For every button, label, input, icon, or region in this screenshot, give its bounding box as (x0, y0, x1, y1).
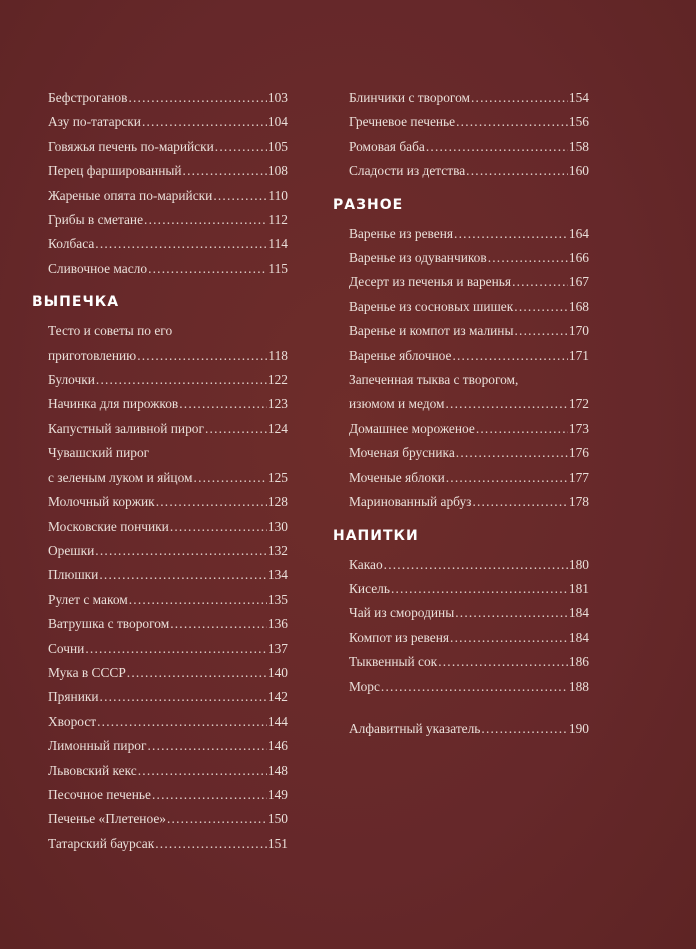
toc-entry (349, 675, 589, 699)
toc-entry-page: 167 (568, 274, 589, 290)
toc-entry (349, 717, 589, 741)
toc-entry (349, 295, 589, 319)
toc-entry-page: 158 (568, 138, 589, 154)
toc-entry-page: 125 (267, 469, 288, 485)
dot-leader (446, 392, 568, 416)
dot-leader (148, 257, 267, 281)
toc-entry-row (48, 135, 288, 159)
dot-leader (95, 539, 267, 563)
dot-leader (512, 270, 568, 294)
dot-leader (454, 222, 568, 246)
dot-leader (476, 417, 568, 441)
toc-entry-row (48, 637, 288, 661)
toc-entry-row (48, 232, 288, 256)
dot-leader (456, 110, 568, 134)
toc-entry (349, 601, 589, 625)
toc-entry (349, 368, 589, 417)
dot-leader (142, 110, 267, 134)
toc-entry-row (48, 466, 288, 490)
toc-entry (48, 417, 288, 441)
toc-entry (48, 612, 288, 636)
toc-entry (48, 832, 288, 856)
toc-entry-row (48, 344, 288, 368)
toc-entry-page: 110 (268, 187, 288, 203)
dot-leader (456, 441, 568, 465)
toc-entry-row (48, 759, 288, 783)
toc-entry (349, 577, 589, 601)
toc-entry-title: Морс (349, 678, 380, 694)
toc-entry-page: 142 (267, 689, 288, 705)
dot-leader (514, 295, 568, 319)
toc-entry (48, 208, 288, 232)
toc-entry-row (349, 344, 589, 368)
dot-leader (438, 650, 568, 674)
toc-entry-title: Песочное печенье (48, 786, 151, 802)
toc-entry-row (349, 319, 589, 343)
toc-entry-page: 149 (267, 786, 288, 802)
toc-list (48, 319, 288, 856)
toc-entry (48, 392, 288, 416)
toc-entry-page: 115 (268, 260, 288, 276)
toc-entry-row (349, 717, 589, 741)
toc-entry-title: Варенье и компот из малины (349, 323, 514, 339)
toc-entry-title: Кисель (349, 580, 390, 596)
toc-entry-row (349, 392, 589, 416)
toc-entry-page: 104 (267, 114, 288, 130)
toc-entry-page: 188 (568, 678, 589, 694)
dot-leader (138, 759, 267, 783)
toc-entry-page: 128 (267, 494, 288, 510)
toc-entry-title: Рулет с маком (48, 591, 128, 607)
toc-entry-title: Тыквенный сок (349, 654, 438, 670)
toc-entry-title: Жареные опята по-марийски (48, 187, 213, 203)
toc-entry-row (349, 270, 589, 294)
toc-entry (349, 650, 589, 674)
toc-entry-title: Компот из ревеня (349, 629, 450, 645)
toc-entry-row (349, 650, 589, 674)
dot-leader (455, 601, 568, 625)
dot-leader (471, 86, 568, 110)
toc-entry-page: 123 (267, 396, 288, 412)
toc-entry-title: Какао (349, 556, 383, 572)
toc-entry-page: 146 (267, 738, 288, 754)
dot-leader (213, 184, 267, 208)
dot-leader (450, 626, 568, 650)
toc-entry (48, 110, 288, 134)
toc-entry-row (48, 539, 288, 563)
toc-entry-page: 171 (568, 347, 589, 363)
toc-entry-title: Булочки (48, 372, 95, 388)
toc-entry (48, 184, 288, 208)
toc-entry-row (349, 466, 589, 490)
toc-entry-page: 151 (267, 835, 288, 851)
toc-entry-row (48, 563, 288, 587)
toc-entry-page: 156 (568, 114, 589, 130)
toc-entry-row (48, 807, 288, 831)
toc-entry-title: Мука в СССР (48, 664, 126, 680)
toc-entry-title: Алфавитный указатель (349, 720, 481, 736)
toc-entry-title: Десерт из печенья и варенья (349, 274, 512, 290)
toc-entry-row (48, 110, 288, 134)
toc-entry-page: 114 (268, 236, 288, 252)
toc-entry (349, 466, 589, 490)
toc-entry-title: Домашнее мороженое (349, 420, 475, 436)
toc-entry-page: 140 (267, 664, 288, 680)
toc-entry (349, 417, 589, 441)
toc-entry-title-line: Запеченная тыква с творогом, (349, 372, 519, 388)
toc-entry (48, 368, 288, 392)
toc-entry-page: 137 (267, 640, 288, 656)
toc-entry (48, 807, 288, 831)
toc-entry-title: Пряники (48, 689, 99, 705)
toc-entry-title: Молочный коржик (48, 494, 155, 510)
toc-entry-title-line: Чувашский пирог (48, 445, 150, 461)
toc-entry-row (48, 661, 288, 685)
toc-entry-page: 134 (267, 567, 288, 583)
toc-entry-row (48, 612, 288, 636)
toc-entry-title: Маринованный арбуз (349, 494, 472, 510)
toc-entry-row (48, 685, 288, 709)
toc-entry (48, 588, 288, 612)
toc-entry (349, 86, 589, 110)
toc-entry-row (349, 295, 589, 319)
toc-entry-row (349, 222, 589, 246)
toc-entry-row (349, 601, 589, 625)
dot-leader (137, 344, 267, 368)
toc-entry-row (349, 490, 589, 514)
toc-entry-page: 136 (267, 616, 288, 632)
toc-left-column (32, 86, 288, 856)
dot-leader (96, 368, 267, 392)
dot-leader (100, 685, 267, 709)
dot-leader (170, 612, 267, 636)
dot-leader (129, 588, 267, 612)
section-heading-drinks: НАПИТКИ (333, 527, 419, 544)
dot-leader (381, 675, 568, 699)
dot-leader (446, 466, 568, 490)
toc-entry (349, 135, 589, 159)
toc-entry-row (48, 734, 288, 758)
dot-leader (95, 232, 267, 256)
toc-entry-title: Львовский кекс (48, 762, 137, 778)
toc-entry-page: 190 (568, 720, 589, 736)
toc-entry-page: 168 (568, 298, 589, 314)
toc-entry-page: 184 (568, 629, 589, 645)
toc-entry-page: 166 (568, 250, 589, 266)
toc-entry (48, 539, 288, 563)
toc-entry-page: 144 (267, 713, 288, 729)
toc-entry-row (48, 783, 288, 807)
toc-entry-row (349, 159, 589, 183)
toc-entry-row (48, 588, 288, 612)
toc-entry (48, 319, 288, 368)
toc-entry (349, 441, 589, 465)
toc-entry-row (349, 86, 589, 110)
toc-entry-title: Варенье из ревеня (349, 225, 454, 241)
toc-entry-title: Печенье «Плетеное» (48, 811, 166, 827)
dot-leader (128, 86, 266, 110)
toc-entry (48, 783, 288, 807)
dot-leader (384, 553, 568, 577)
toc-entry-title: Татарский баурсак (48, 835, 155, 851)
toc-entry-title: Ватрушка с творогом (48, 616, 170, 632)
dot-leader (152, 783, 267, 807)
toc-entry-row (48, 710, 288, 734)
toc-entry-row (48, 417, 288, 441)
toc-entry-page: 124 (267, 420, 288, 436)
dot-leader (147, 734, 266, 758)
toc-entry (48, 135, 288, 159)
section-heading-baking: ВЫПЕЧКА (32, 294, 120, 311)
toc-list (349, 553, 589, 699)
toc-entry-page: 173 (568, 420, 589, 436)
toc-entry (48, 734, 288, 758)
toc-entry (349, 222, 589, 246)
toc-entry (349, 344, 589, 368)
toc-entry-row (48, 515, 288, 539)
toc-entry-title: Ромовая баба (349, 138, 425, 154)
toc-entry-page: 135 (267, 591, 288, 607)
toc-entry (48, 159, 288, 183)
toc-entry-row (48, 392, 288, 416)
toc-entry-title: Колбаса (48, 236, 95, 252)
toc-entry-page: 122 (267, 372, 288, 388)
toc-entry-title: Перец фаршированный (48, 163, 182, 179)
dot-leader (170, 515, 267, 539)
toc-entry-title: Моченая брусника (349, 445, 455, 461)
toc-entry-row (48, 257, 288, 281)
toc-entry-page: 186 (568, 654, 589, 670)
toc-entry-page: 160 (568, 163, 589, 179)
toc-entry-row (349, 110, 589, 134)
toc-entry-page: 164 (568, 225, 589, 241)
toc-entry-row (349, 675, 589, 699)
toc-entry-page: 105 (267, 138, 288, 154)
toc-entry-row (48, 184, 288, 208)
toc-entry-page: 172 (568, 396, 589, 412)
section-heading-misc: РАЗНОЕ (333, 196, 404, 213)
toc-entry-page: 150 (267, 811, 288, 827)
dot-leader (167, 807, 267, 831)
toc-entry-title: Сливочное масло (48, 260, 148, 276)
toc-entry (48, 710, 288, 734)
toc-entry-page: 132 (267, 542, 288, 558)
toc-entry-page: 178 (568, 494, 589, 510)
dot-leader (99, 563, 267, 587)
toc-entry-page: 184 (568, 605, 589, 621)
toc-entry-title: Моченые яблоки (349, 469, 445, 485)
toc-entry-page: 180 (568, 556, 589, 572)
toc-entry-page: 118 (268, 347, 288, 363)
toc-entry (48, 637, 288, 661)
toc-entry-row (349, 553, 589, 577)
dot-leader (426, 135, 568, 159)
toc-entry (349, 553, 589, 577)
toc-entry-title: Лимонный пирог (48, 738, 147, 754)
toc-entry-page: 108 (267, 163, 288, 179)
toc-entry-row (48, 86, 288, 110)
toc-entry-page: 148 (267, 762, 288, 778)
toc-entry-title: Московские пончики (48, 518, 169, 534)
toc-entry (349, 110, 589, 134)
toc-entry-title: Варенье из одуванчиков (349, 250, 487, 266)
toc-entry-title: Говяжья печень по-марийски (48, 138, 214, 154)
toc-entry-row (48, 368, 288, 392)
toc-entry-row (349, 135, 589, 159)
toc-entry (349, 246, 589, 270)
dot-leader (156, 490, 267, 514)
toc-entry-page: 103 (267, 90, 288, 105)
toc-entry-page: 154 (568, 90, 589, 105)
toc-entry-title: Хворост (48, 713, 97, 729)
toc-entry-title: Блинчики с творогом (349, 90, 470, 105)
toc-entry (48, 685, 288, 709)
dot-leader (144, 208, 267, 232)
dot-leader (97, 710, 267, 734)
toc-entry-row (349, 246, 589, 270)
toc-entry (48, 759, 288, 783)
toc-entry-title: Варенье из сосновых шишек (349, 298, 514, 314)
toc-list (349, 86, 589, 184)
toc-entry-title-line: Тесто и советы по его (48, 323, 173, 339)
toc-entry-row (349, 626, 589, 650)
toc-entry-row (48, 490, 288, 514)
dot-leader (183, 159, 267, 183)
toc-entry-title: Капустный заливной пирог (48, 420, 204, 436)
toc-entry (349, 270, 589, 294)
dot-leader (452, 344, 567, 368)
toc-entry (48, 257, 288, 281)
toc-entry-title: Гречневое печенье (349, 114, 456, 130)
dot-leader (85, 637, 267, 661)
dot-leader (481, 717, 568, 741)
toc-entry-row (349, 577, 589, 601)
toc-entry-title: Начинка для пирожков (48, 396, 179, 412)
toc-entry (349, 319, 589, 343)
toc-entry (349, 490, 589, 514)
toc-entry-row (349, 441, 589, 465)
toc-entry-page: 181 (568, 580, 589, 596)
toc-entry-page: 112 (268, 212, 288, 228)
toc-entry-title: Варенье яблочное (349, 347, 452, 363)
toc-entry-row (48, 832, 288, 856)
dot-leader (205, 417, 267, 441)
toc-entry-row (48, 159, 288, 183)
toc-entry-page: 176 (568, 445, 589, 461)
toc-list (48, 86, 288, 281)
toc-entry-title: Плюшки (48, 567, 99, 583)
toc-entry-title: Азу по-татарски (48, 114, 141, 130)
toc-entry-title: Чай из смородины (349, 605, 455, 621)
spacer (349, 699, 589, 717)
dot-leader (194, 466, 267, 490)
toc-entry-page: 177 (568, 469, 589, 485)
toc-entry-row (48, 208, 288, 232)
toc-entry-row (349, 417, 589, 441)
toc-entry-title: приготовлению (48, 347, 137, 363)
toc-entry (349, 159, 589, 183)
toc-list (349, 222, 589, 515)
dot-leader (391, 577, 568, 601)
toc-entry (48, 490, 288, 514)
toc-entry (48, 232, 288, 256)
toc-entry (48, 86, 288, 110)
dot-leader (155, 832, 267, 856)
dot-leader (127, 661, 267, 685)
toc-entry-page: 130 (267, 518, 288, 534)
toc-entry-title: Бефстроганов (48, 90, 128, 105)
toc-entry-title: с зеленым луком и яйцом (48, 469, 193, 485)
dot-leader (215, 135, 267, 159)
dot-leader (179, 392, 267, 416)
toc-entry-title: Сладости из детства (349, 163, 466, 179)
toc-entry-title: Сочни (48, 640, 85, 656)
toc-entry (48, 515, 288, 539)
toc-right-column (333, 86, 589, 741)
dot-leader (514, 319, 567, 343)
toc-entry (48, 661, 288, 685)
toc-entry-page: 170 (568, 323, 589, 339)
toc-entry (48, 563, 288, 587)
dot-leader (472, 490, 567, 514)
toc-entry (349, 626, 589, 650)
toc-list (349, 717, 589, 741)
toc-entry-title: Грибы в сметане (48, 212, 144, 228)
toc-entry-title: Орешки (48, 542, 95, 558)
dot-leader (466, 159, 568, 183)
dot-leader (488, 246, 568, 270)
toc-entry-title: изюмом и медом (349, 396, 445, 412)
toc-entry (48, 441, 288, 490)
